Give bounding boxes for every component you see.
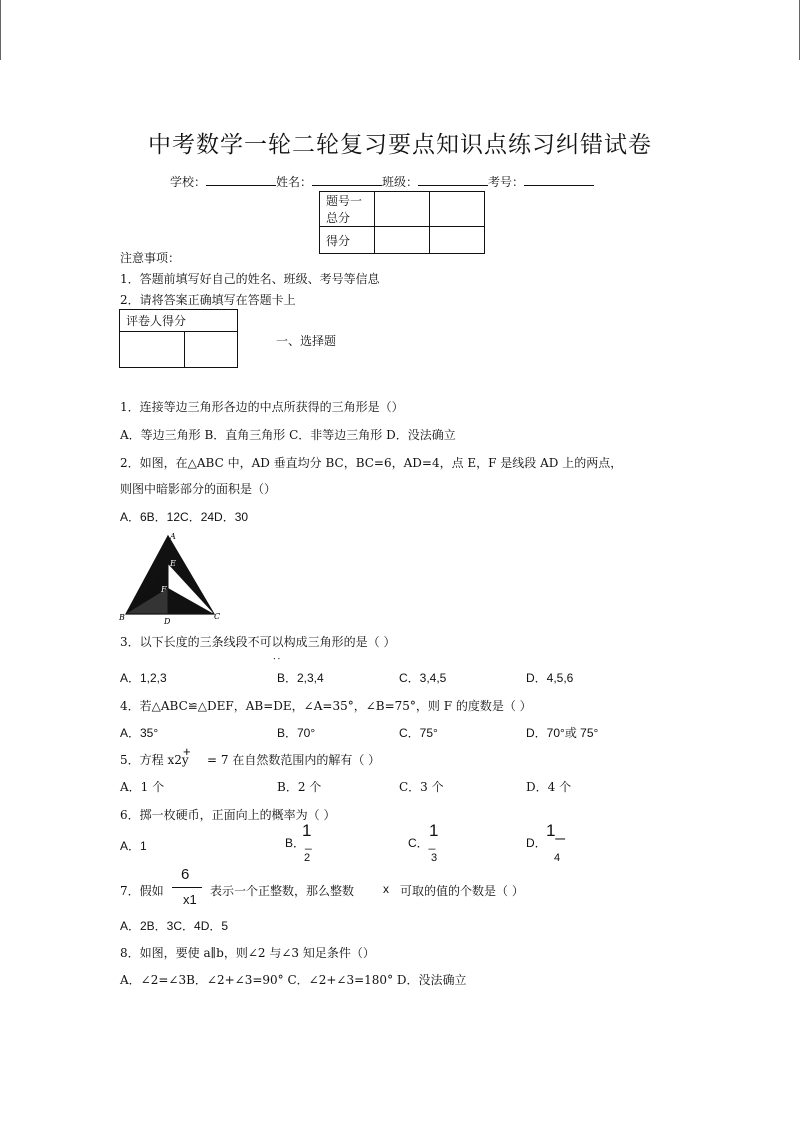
q7-numerator: 6 (181, 866, 190, 883)
score-row-label: 得分 (320, 227, 375, 254)
note-2: 2．请将答案正确填写在答题卡上 (120, 293, 296, 307)
q5-option-d: D．4 个 (526, 780, 572, 794)
q5-option-c: C．3 个 (399, 780, 444, 794)
q6-stem: 6．掷一枚硬币，正面向上的概率为（ ） (120, 808, 336, 822)
q5-option-a: A．1 个 (120, 780, 165, 794)
q6-option-c-prefix: C．_ (408, 836, 436, 850)
q4-option-d: D．70°或 75° (526, 726, 599, 740)
q3-option-c: C．3,4,5 (399, 671, 447, 685)
score-table-cell[interactable] (430, 227, 485, 254)
q7-options: A．2B．3C．4D．5 (120, 919, 229, 933)
q2-stem: 2．如图，在△ABC 中，AD 垂直均分 BC，BC=6，AD=4，点 E，F 是线段 AD 上的两点， (120, 456, 623, 470)
school-label: 学校： (170, 175, 207, 189)
q5-stem-b: = 7 在自然数范围内的解有（ ） (207, 753, 381, 767)
q1-options: A．等边三角形 B．直角三角形 C．非等边三角形 D．没法确立 (120, 428, 456, 442)
q8-options: A．∠2=∠3B．∠2+∠3=90° C．∠2+∠3=180° D．没法确立 (120, 973, 467, 987)
q8-stem: 8．如图，要使 a∥b，则∠2 与∠3 知足条件（） (120, 946, 375, 960)
score-table-header: 题号一总分 (320, 192, 375, 227)
label-f: F (161, 585, 167, 594)
q7-stem-c: 可取的值的个数是（ ） (400, 884, 524, 898)
q4-option-b: B．70° (277, 726, 316, 740)
note-1: 1．答题前填写好自己的姓名、班级、考号等信息 (120, 272, 380, 286)
score-table (319, 191, 485, 254)
q4-option-c: C．75° (399, 726, 438, 740)
class-blank[interactable] (418, 175, 488, 186)
q3-option-d: D．4,5,6 (526, 671, 574, 685)
q6-option-d-denominator: 4 (554, 852, 561, 864)
number-label: 考号： (488, 175, 525, 189)
q7-denominator: x1 (183, 892, 197, 907)
score-table-cell[interactable] (375, 227, 430, 254)
q6-option-d-prefix: D． (526, 836, 547, 850)
label-e: E (170, 559, 176, 568)
q6-option-a: A．1 (120, 839, 147, 853)
score-table-cell[interactable] (430, 192, 485, 227)
q2-options: A．6B．12C．24D．30 (120, 510, 249, 524)
q2-stem-cont: 则图中暗影部分的面积是（） (120, 482, 277, 496)
section-heading: 一、选择题 (276, 334, 337, 348)
q6-option-c-numerator: 1 (429, 821, 439, 840)
q3-emphasis-dots: ．． (273, 652, 287, 662)
q6-option-b-denominator: 2 (304, 852, 311, 864)
header-info (170, 173, 594, 190)
q4-stem: 4．若△ABC≌△DEF，AB=DE，∠A=35°，∠B=75°，则 F 的度数是（ ） (120, 699, 532, 713)
q3-stem: 3．以下长度的三条线段不可以构成三角形的是（ ） (120, 635, 396, 649)
notes-heading: 注意事项： (120, 251, 181, 265)
score-table-cell[interactable] (375, 192, 430, 227)
q3-option-a: A．1,2,3 (120, 671, 167, 685)
q4-option-a: A．35° (120, 726, 159, 740)
q7-stem-b: 表示一个正整数，那么整数 (210, 884, 355, 898)
label-a: A (170, 532, 176, 541)
school-blank[interactable] (206, 175, 276, 186)
q6-option-b-numerator: 1 (302, 821, 312, 840)
grader-table (119, 309, 238, 368)
shade-right-lower (168, 588, 214, 614)
q2-triangle-figure (118, 530, 222, 626)
label-b: B (119, 613, 125, 622)
q3-option-b: B．2,3,4 (277, 671, 324, 685)
q5-option-b: B．2 个 (277, 780, 322, 794)
page-edge-left (0, 0, 1, 60)
q6-option-b-prefix: B．_ (285, 836, 312, 850)
grader-header: 评卷人得分 (120, 310, 238, 332)
q5-stem-a: 5．方程 x2y (120, 753, 189, 767)
label-c: C (214, 612, 221, 621)
class-label: 班级： (382, 175, 419, 189)
q7-variable: x (383, 882, 389, 896)
q6-option-d-numerator: 1_ (546, 821, 565, 840)
q7-fraction-bar (172, 887, 202, 888)
name-blank[interactable] (312, 175, 382, 186)
grader-cell[interactable] (185, 332, 238, 368)
q7-stem-a: 7．假如 (120, 884, 164, 898)
q6-option-c-denominator: 3 (431, 852, 438, 864)
q1-stem: 1．连接等边三角形各边的中点所获得的三角形是（） (120, 400, 404, 414)
name-label: 姓名： (276, 175, 313, 189)
label-d: D (164, 617, 171, 626)
number-blank[interactable] (524, 175, 594, 186)
q5-plus: + (183, 744, 191, 759)
grader-cell[interactable] (120, 332, 185, 368)
page-title: 中考数学一轮二轮复习要点知识点练习纠错试卷 (148, 132, 652, 158)
